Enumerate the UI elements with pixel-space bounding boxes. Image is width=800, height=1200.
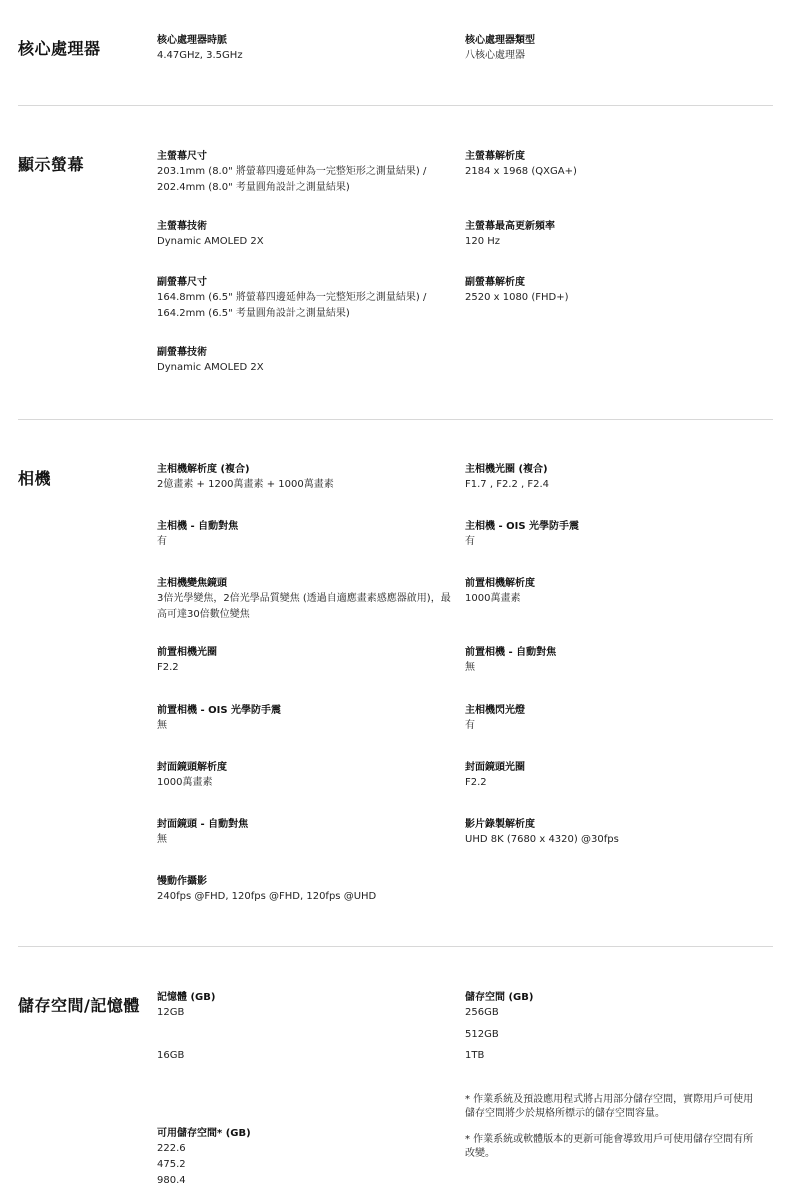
spec-main-camera-flash xyxy=(465,703,765,734)
spec-label: 儲存空間 (GB) xyxy=(465,992,534,1003)
spec-value: 2億畫素 + 1200萬畫素 + 1000萬畫素 xyxy=(157,479,334,490)
spec-value: 203.1mm (8.0" 將螢幕四邊延伸為一完整矩形之測量結果) / 202.4mm (8.0" 考量圓角設計之測量結果) xyxy=(157,166,427,193)
spec-cover-camera-resolution xyxy=(157,760,457,791)
spec-value: 980.4 xyxy=(157,1175,186,1186)
spec-cpu-type xyxy=(465,33,765,64)
spec-label: 前置相機 - 自動對焦 xyxy=(465,647,557,658)
spec-cpu-speed xyxy=(157,33,457,64)
spec-value: 120 Hz xyxy=(465,236,501,247)
spec-label: 主螢幕尺寸 xyxy=(157,151,207,162)
spec-value: 無 xyxy=(157,720,167,731)
storage-note-2: * 作業系統或軟體版本的更新可能會導致用戶可使用儲存空間有所改變。 xyxy=(465,1134,754,1159)
spec-front-camera-ois xyxy=(157,703,457,734)
spec-storage-value-2: 512GB xyxy=(465,1029,499,1040)
spec-value: 1000萬畫素 xyxy=(157,777,213,788)
spec-video-resolution xyxy=(465,817,765,848)
spec-label: 副螢幕解析度 xyxy=(465,277,525,288)
spec-label: 主相機閃光燈 xyxy=(465,705,525,716)
section-title-display: 顯示螢幕 xyxy=(18,155,85,174)
spec-label: 封面鏡頭光圈 xyxy=(465,762,525,773)
spec-value: 2520 x 1080 (FHD+) xyxy=(465,292,569,303)
spec-label: 慢動作攝影 xyxy=(157,876,207,887)
spec-value: 1000萬畫素 xyxy=(465,593,521,604)
spec-slow-motion xyxy=(157,874,457,905)
spec-value: 有 xyxy=(157,536,167,547)
spec-front-camera-af xyxy=(465,645,765,676)
spec-label: 副螢幕尺寸 xyxy=(157,277,207,288)
spec-main-screen-resolution xyxy=(465,149,765,180)
spec-value: 4.47GHz, 3.5GHz xyxy=(157,50,243,61)
spec-label: 主螢幕最高更新頻率 xyxy=(465,221,555,232)
spec-value: F2.2 xyxy=(465,777,487,788)
spec-value: 八核心處理器 xyxy=(465,50,525,61)
spec-sub-screen-resolution xyxy=(465,275,765,306)
spec-value: F2.2 xyxy=(157,662,179,673)
spec-label: 主相機 - OIS 光學防手震 xyxy=(465,521,580,532)
spec-label: 記憶體 (GB) xyxy=(157,992,216,1003)
spec-available-storage xyxy=(157,1126,457,1189)
section-title-camera: 相機 xyxy=(18,469,52,488)
section-title-cpu: 核心處理器 xyxy=(18,39,101,58)
spec-label: 封面鏡頭解析度 xyxy=(157,762,227,773)
spec-value: Dynamic AMOLED 2X xyxy=(157,236,264,247)
spec-storage-value-3: 1TB xyxy=(465,1050,485,1061)
spec-value: 475.2 xyxy=(157,1159,186,1170)
spec-value: 有 xyxy=(465,720,475,731)
spec-label: 前置相機解析度 xyxy=(465,578,535,589)
spec-main-camera-af xyxy=(157,519,457,550)
spec-label: 主相機光圈 (複合) xyxy=(465,464,548,475)
spec-label: 前置相機 - OIS 光學防手震 xyxy=(157,705,282,716)
spec-value: 240fps @FHD, 120fps @FHD, 120fps @UHD xyxy=(157,891,377,902)
spec-value: 2184 x 1968 (QXGA+) xyxy=(465,166,577,177)
spec-label: 核心處理器類型 xyxy=(465,35,535,46)
spec-value: 256GB xyxy=(465,1007,499,1018)
spec-main-camera-aperture xyxy=(465,462,765,493)
spec-main-camera-resolution xyxy=(157,462,457,493)
spec-label: 影片錄製解析度 xyxy=(465,819,535,830)
spec-zoom-lens xyxy=(157,576,457,623)
spec-front-camera-resolution xyxy=(465,576,765,607)
spec-label: 主相機變焦鏡頭 xyxy=(157,578,227,589)
section-divider xyxy=(18,946,773,947)
spec-value: 無 xyxy=(465,662,475,673)
storage-note-1: * 作業系統及預設應用程式將占用部分儲存空間，實際用戶可使用儲存空間將少於規格所標示的儲存空間容量。 xyxy=(465,1094,754,1119)
spec-label: 可用儲存空間* (GB) xyxy=(157,1128,251,1139)
spec-value: F1.7 , F2.2 , F2.4 xyxy=(465,479,550,490)
section-divider xyxy=(18,105,773,106)
spec-label: 主相機 - 自動對焦 xyxy=(157,521,239,532)
spec-main-screen-size xyxy=(157,149,457,196)
spec-front-camera-aperture xyxy=(157,645,457,676)
section-title-storage: 儲存空間/記憶體 xyxy=(18,996,140,1015)
spec-cover-camera-aperture xyxy=(465,760,765,791)
spec-value: 222.6 xyxy=(157,1143,186,1154)
section-divider xyxy=(18,419,773,420)
spec-label: 主螢幕技術 xyxy=(157,221,207,232)
spec-storage xyxy=(465,990,765,1021)
spec-label: 封面鏡頭 - 自動對焦 xyxy=(157,819,249,830)
spec-ram-value-2: 16GB xyxy=(157,1050,185,1061)
spec-label: 副螢幕技術 xyxy=(157,347,207,358)
spec-main-screen-refresh xyxy=(465,219,765,250)
spec-sub-screen-size xyxy=(157,275,457,322)
spec-value: Dynamic AMOLED 2X xyxy=(157,362,264,373)
spec-main-screen-tech xyxy=(157,219,457,250)
spec-label: 主相機解析度 (複合) xyxy=(157,464,250,475)
spec-sub-screen-tech xyxy=(157,345,457,376)
spec-value: 3倍光學變焦，2倍光學品質變焦 (透過自適應畫素感應器啟用)，最高可達30倍數位變焦 xyxy=(157,593,451,620)
spec-value: 12GB xyxy=(157,1007,185,1018)
spec-value: UHD 8K (7680 x 4320) @30fps xyxy=(465,834,619,845)
spec-label: 核心處理器時脈 xyxy=(157,35,227,46)
spec-value: 164.8mm (6.5" 將螢幕四邊延伸為一完整矩形之測量結果) / 164.2mm (6.5" 考量圓角設計之測量結果) xyxy=(157,292,427,319)
spec-ram xyxy=(157,990,457,1021)
spec-value: 無 xyxy=(157,834,167,845)
spec-cover-camera-af xyxy=(157,817,457,848)
spec-label: 前置相機光圈 xyxy=(157,647,217,658)
spec-main-camera-ois xyxy=(465,519,765,550)
spec-label: 主螢幕解析度 xyxy=(465,151,525,162)
spec-value: 有 xyxy=(465,536,475,547)
